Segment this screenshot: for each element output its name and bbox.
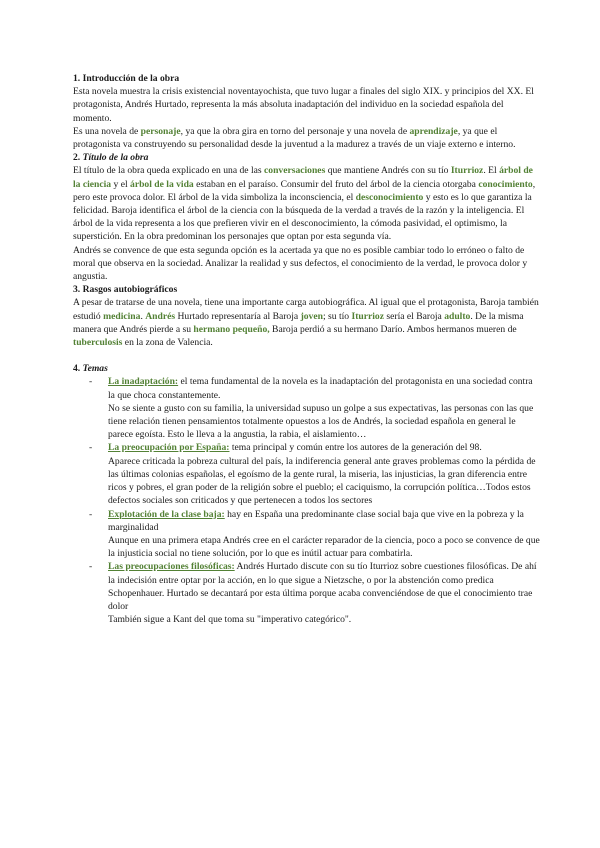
highlight-term: aprendizaje — [409, 125, 458, 137]
highlight-term: adulto — [444, 310, 471, 322]
section-heading-1: 1. Introducción de la obra — [73, 73, 180, 84]
highlight-term: Iturrioz — [351, 310, 384, 322]
bullet-dash-icon: - — [89, 442, 93, 454]
list-item: - Las preocupaciones filosóficas: Andrés Hurtado discute con su tío Iturrioz sobre cuestiones filosóficas. De ahí la indecisión entre optar por la acción, en lo que sigue a Nietzsche, o por la abstención como predica Schopenhauer. Hurtado se decantará por esta última porque acaba convenciéndose de que el conocimiento trae dolor También sigue a Kant del que toma su "imperativo categórico". — [89, 561, 537, 626]
highlight-term: hermano pequeño, — [193, 323, 270, 335]
highlight-term: Andrés — [145, 310, 176, 322]
highlight-term: desconocimiento — [355, 191, 424, 203]
spacer — [73, 349, 540, 362]
list-item: - La inadaptación: el tema fundamental de la novela es la inadaptación del protagonista en una sociedad contra la que choca constantemente. No se siente a gusto con su familia, la universidad supuso un golpe a sus expectativas, las personas con las que tiene relación tienen pensamientos totalmente opuestos a los de Andrés, la sociedad española en general le parece egoísta. Esto le lleva a la angustia, la rabia, el aislamiento… — [89, 376, 534, 441]
highlight-term: medicina — [103, 310, 141, 322]
section-heading-4: 4. Temas — [73, 363, 108, 375]
highlight-term: Iturrioz — [450, 165, 484, 177]
highlight-term: árbol de la ciencia — [73, 165, 533, 190]
highlight-term: joven — [300, 310, 323, 322]
highlight-term: conversaciones — [264, 165, 326, 177]
theme-term: Las preocupaciones filosóficas: — [108, 561, 235, 573]
theme-term: Explotación de la clase baja: — [108, 508, 225, 520]
section-3-paragraph: A pesar de tratarse de una novela, tiene una importante carga autobiográfica. Al igual que el protagonista, Baroja también estudió medicina. Andrés Hurtado representaría al Baroja joven; su tío Iturrioz sería el Baroja adulto. De la misma manera que Andrés pierde a su hermano pequeño, Baroja perdió a su hermano Darío. Ambos hermanos mueren de tuberculosis en la zona de Valencia. — [73, 297, 539, 349]
section-1-paragraph-2: Es una novela de personaje, ya que la obra gira en torno del personaje y una novela de aprendizaje, ya que el protagonista va construyendo su personalidad desde la juventud a la madurez a través de un viaje externo e interno. — [73, 125, 516, 151]
themes-list — [73, 375, 540, 626]
list-item: - Explotación de la clase baja: hay en España una predominante clase social baja que vive en la pobreza y la marginalidad Aunque en una primera etapa Andrés cree en el carácter reparador de la ciencia, poco a poco se convence de que la injusticia social no tiene solución, por lo que es inútil actuar para combatirla. — [89, 508, 540, 560]
section-2-paragraph-2: Andrés se convence de que esta segunda opción es la acertada ya que no es posible cambiar todo lo erróneo o falto de moral que observa en la sociedad. Analizar la realidad y sus defectos, el conocimiento de la verdad, le provoca dolor y angustia. — [73, 244, 528, 283]
bullet-dash-icon: - — [89, 376, 93, 388]
bullet-dash-icon: - — [89, 561, 93, 573]
bullet-dash-icon: - — [89, 508, 93, 520]
section-heading-2: 2. Título de la obra — [73, 152, 149, 164]
theme-term: La inadaptación: — [108, 376, 179, 388]
section-heading-3: 3. Rasgos autobiográficos — [73, 284, 178, 296]
highlight-term: árbol de la vida — [130, 178, 194, 190]
highlight-term: personaje — [140, 125, 181, 137]
section-1-paragraph-1: Esta novela muestra la crisis existencial noventayochista, que tuvo lugar a finales del siglo XIX. y principios del XX. El protagonista, Andrés Hurtado, representa la más absoluta inadaptación del individuo en la sociedad española del momento. — [73, 86, 534, 124]
highlight-term: tuberculosis — [73, 337, 123, 349]
list-item: - La preocupación por España: tema principal y común entre los autores de la generación del 98. Aparece criticada la pobreza cultural del país, la indiferencia general ante graves problemas como la pérdida de las últimas colonias españolas, el egoísmo de la gente rural, la miseria, las injusticias, la gran diferencia entre ricos y pobres, el gran poder de la religión sobre el pueblo; el caciquismo, la corrupción política…Todos estos defectos sociales son criticados y que pertenecen a todos los sectores — [89, 442, 536, 507]
theme-term: La preocupación por España: — [108, 442, 230, 454]
section-2-paragraph-1: El título de la obra queda explicado en una de las conversaciones que mantiene Andrés con su tío Iturrioz. El árbol de la ciencia y el árbol de la vida estaban en el paraíso. Consumir del fruto del árbol de la ciencia otorgaba conocimiento, pero este provoca dolor. El árbol de la vida simboliza la inconsciencia, el desconocimiento y esto es lo que garantiza la felicidad. Baroja identifica el árbol de la ciencia con la búsqueda de la verdad a través de la razón y la inteligencia. El árbol de la vida representa a los que prefieren vivir en el desconocimiento, la cómoda pasividad, el optimismo, la superstición. En la obra predominan los personajes que optan por esta segunda vía. — [73, 165, 536, 243]
highlight-term: conocimiento — [478, 178, 533, 190]
